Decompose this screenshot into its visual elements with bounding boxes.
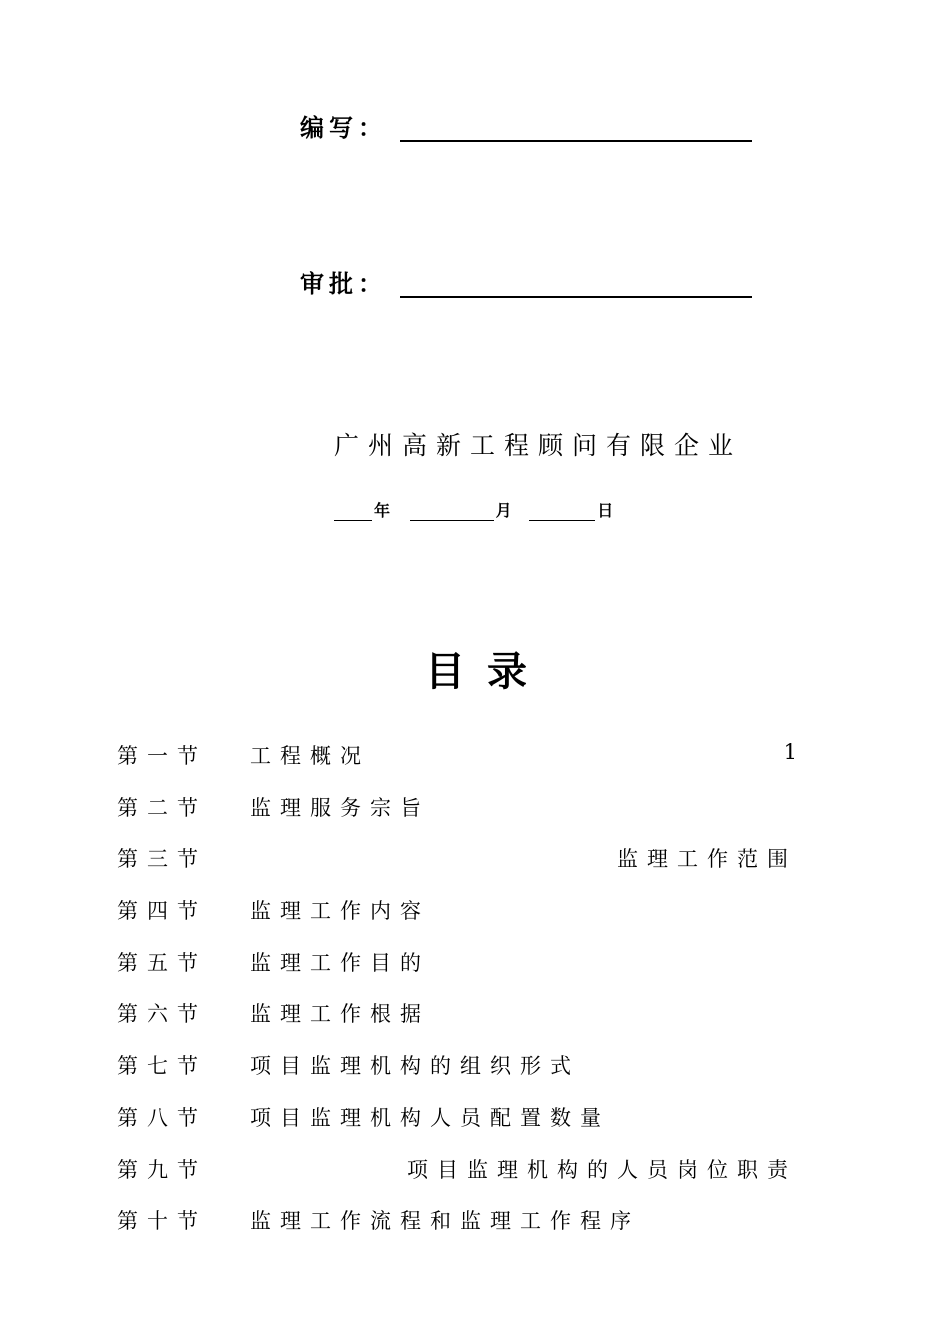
- toc-entry[interactable]: [117, 1205, 797, 1257]
- compiled-by-label: 编写：: [300, 114, 387, 142]
- toc-entry-title: 监理工作流程和监理工作程序: [250, 1209, 640, 1234]
- toc-entry-number: 第二节: [117, 795, 207, 820]
- compiled-by-signature-line: [400, 140, 752, 142]
- month-label: 月: [495, 501, 512, 520]
- toc-entry-number: 第七节: [117, 1054, 207, 1079]
- toc-entry-title: 项目监理机构的组织形式: [250, 1054, 580, 1079]
- toc-entry[interactable]: [117, 895, 797, 947]
- toc-entry[interactable]: [117, 792, 797, 844]
- toc-entry[interactable]: [117, 843, 797, 895]
- toc-entry-title: 工程概况: [250, 744, 370, 768]
- toc-entry[interactable]: [117, 740, 797, 792]
- table-of-contents: [117, 740, 797, 1257]
- toc-entry-title: 监理工作目的: [250, 950, 430, 975]
- toc-entry-number: 第十节: [117, 1209, 207, 1234]
- approved-by-signature-line: [400, 296, 752, 298]
- day-blank: [529, 502, 595, 521]
- toc-entry[interactable]: [117, 998, 797, 1050]
- toc-entry[interactable]: [117, 1050, 797, 1102]
- approved-by-label: 审批：: [300, 270, 387, 298]
- toc-entry-number: 第九节: [117, 1157, 207, 1182]
- company-name: 广州高新工程顾问有限企业: [334, 431, 743, 460]
- toc-entry-number: 第六节: [117, 1002, 207, 1027]
- year-label: 年: [374, 501, 391, 520]
- toc-entry-number: 第八节: [117, 1105, 207, 1130]
- toc-entry-number: 第五节: [117, 950, 207, 975]
- toc-entry-page: 1: [783, 740, 797, 764]
- day-label: 日: [597, 501, 614, 520]
- toc-entry-title: 项目监理机构的人员岗位职责: [407, 1157, 797, 1182]
- toc-entry-title: 监理工作内容: [250, 899, 430, 924]
- toc-entry-title: 监理工作范围: [617, 847, 797, 872]
- toc-entry[interactable]: [117, 1154, 797, 1206]
- toc-entry-number: 第四节: [117, 899, 207, 924]
- toc-entry[interactable]: [117, 1102, 797, 1154]
- year-blank: [334, 502, 372, 521]
- toc-entry-number: 第一节: [117, 744, 207, 768]
- month-blank: [410, 502, 494, 521]
- toc-entry-title: 项目监理机构人员配置数量: [250, 1105, 610, 1130]
- toc-entry-number: 第三节: [117, 847, 207, 872]
- date-row: [334, 498, 613, 522]
- toc-title: 目录: [425, 649, 549, 695]
- toc-entry[interactable]: [117, 947, 797, 999]
- toc-entry-title: 监理服务宗旨: [250, 795, 430, 820]
- toc-entry-title: 监理工作根据: [250, 1002, 430, 1027]
